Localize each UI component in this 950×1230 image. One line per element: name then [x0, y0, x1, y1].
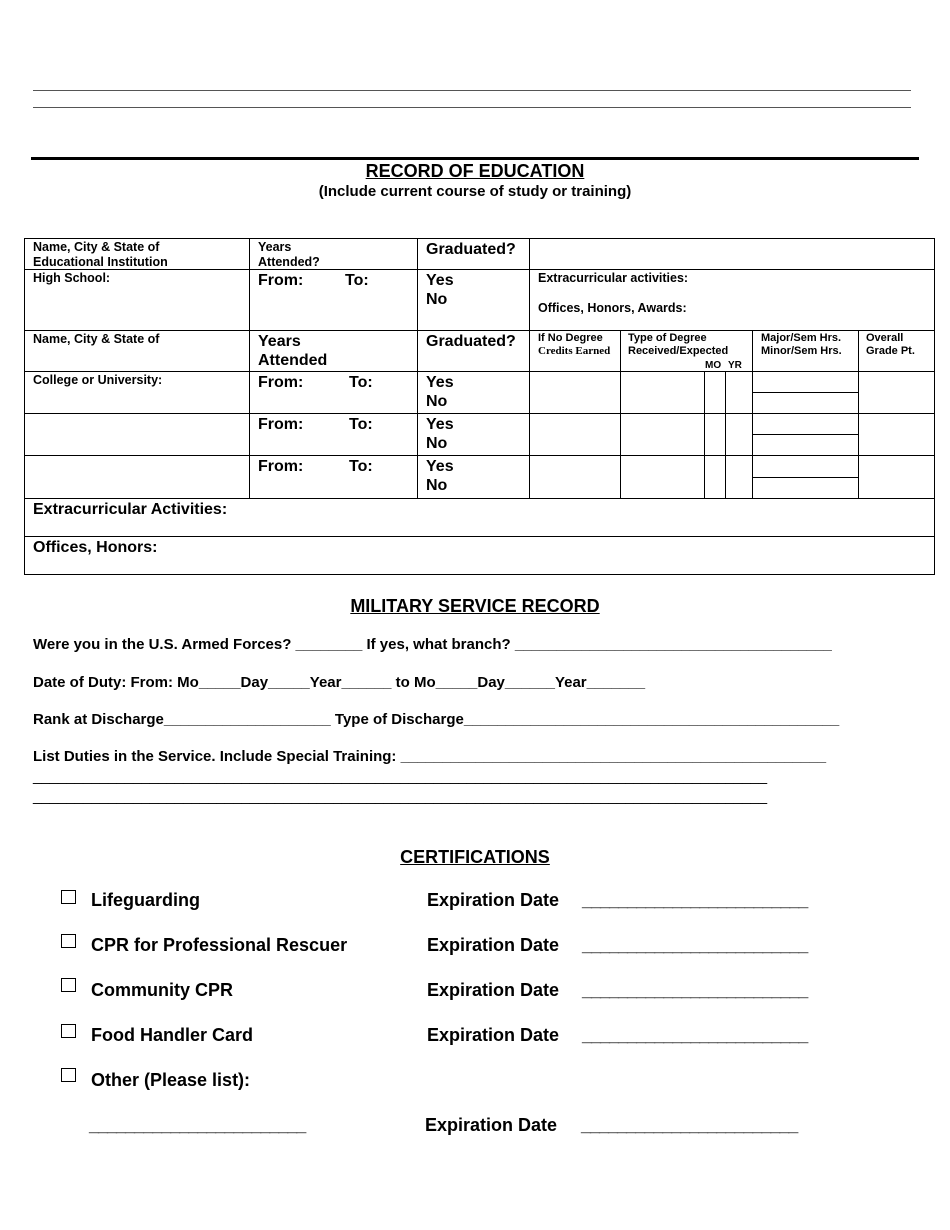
hs-yes[interactable]: Yes	[426, 272, 454, 289]
certifications-title: CERTIFICATIONS	[400, 847, 550, 867]
college-row-3-to[interactable]: To:	[349, 458, 373, 475]
military-duties-blank-2[interactable]: ________________________________________________________________________________________	[33, 788, 768, 805]
college-name-header: Name, City & State of	[33, 332, 160, 346]
college-row-1-from[interactable]: From:	[258, 374, 304, 391]
college-row-1-no[interactable]: No	[426, 393, 448, 410]
other-exp-blank[interactable]: ________________________	[581, 1115, 798, 1135]
hs-offices: Offices, Honors, Awards:	[538, 301, 687, 315]
top-blank-line-2[interactable]	[33, 107, 911, 108]
education-table	[24, 238, 935, 575]
college-row-2-to[interactable]: To:	[349, 416, 373, 433]
food-handler-checkbox[interactable]	[61, 1024, 76, 1038]
major-header-1: Major/Sem Hrs.	[761, 332, 842, 344]
cpr-professional-exp-blank[interactable]: _________________________	[582, 935, 808, 955]
lifeguarding-exp-label: Expiration Date	[427, 890, 560, 910]
college-row-1-yes[interactable]: Yes	[426, 374, 454, 391]
military-title: MILITARY SERVICE RECORD	[350, 596, 600, 616]
college-row-2-from[interactable]: From:	[258, 416, 304, 433]
hs-extracurricular: Extracurricular activities:	[538, 271, 689, 285]
hs-no[interactable]: No	[426, 291, 448, 308]
yr-header: YR	[728, 360, 742, 371]
military-duties-line[interactable]: List Duties in the Service. Include Special Training: ___________________________________________________	[33, 748, 827, 765]
top-blank-line-1[interactable]	[33, 90, 911, 91]
hs-from[interactable]: From:	[258, 272, 304, 289]
no-degree-header-1: If No Degree	[538, 332, 603, 344]
other-name-blank[interactable]: ________________________	[89, 1115, 306, 1135]
food-handler-exp-blank[interactable]: _________________________	[582, 1025, 808, 1045]
hs-graduated-header: Graduated?	[426, 241, 516, 258]
hs-to[interactable]: To:	[345, 272, 369, 289]
other-exp-label: Expiration Date	[425, 1115, 558, 1135]
food-handler-label: Food Handler Card	[91, 1025, 254, 1045]
hs-label: High School:	[33, 271, 111, 285]
overall-header-1: Overall	[866, 332, 904, 344]
college-years-header: Years Attended	[258, 333, 328, 369]
college-label: College or University:	[33, 373, 163, 387]
type-degree-header-2: Received/Expected	[628, 345, 729, 357]
education-subtitle: (Include current course of study or training)	[318, 183, 632, 200]
section-divider	[31, 157, 919, 160]
major-header-2: Minor/Sem Hrs.	[761, 345, 842, 357]
cpr-professional-checkbox[interactable]	[61, 934, 76, 948]
cpr-professional-exp-label: Expiration Date	[427, 935, 560, 955]
college-row-2-yes[interactable]: Yes	[426, 416, 454, 433]
lifeguarding-exp-blank[interactable]: _________________________	[582, 890, 808, 910]
other-checkbox[interactable]	[61, 1068, 76, 1082]
military-armed-forces-line[interactable]: Were you in the U.S. Armed Forces? ________ If yes, what branch? ______________________________________	[33, 636, 832, 653]
mo-header: MO	[705, 360, 722, 371]
college-row-2-no[interactable]: No	[426, 435, 448, 452]
overall-header-2: Grade Pt.	[866, 345, 915, 357]
community-cpr-checkbox[interactable]	[61, 978, 76, 992]
lifeguarding-checkbox[interactable]	[61, 890, 76, 904]
college-row-3-no[interactable]: No	[426, 477, 448, 494]
college-row-1-to[interactable]: To:	[349, 374, 373, 391]
military-date-of-duty-line[interactable]: Date of Duty: From: Mo_____Day_____Year______ to Mo_____Day______Year_______	[33, 674, 646, 691]
lifeguarding-label: Lifeguarding	[91, 890, 200, 910]
education-title: RECORD OF EDUCATION	[365, 161, 585, 181]
education-table-grid	[24, 238, 935, 575]
military-discharge-line[interactable]: Rank at Discharge____________________ Type of Discharge_____________________________________________	[33, 711, 840, 728]
college-row-3-from[interactable]: From:	[258, 458, 304, 475]
cpr-professional-label: CPR for Professional Rescuer	[91, 935, 348, 955]
type-degree-header-1: Type of Degree	[628, 332, 707, 344]
college-offices[interactable]: Offices, Honors:	[33, 539, 158, 556]
community-cpr-exp-label: Expiration Date	[427, 980, 560, 1000]
hs-years-header: Years Attended?	[258, 240, 320, 269]
food-handler-exp-label: Expiration Date	[427, 1025, 560, 1045]
community-cpr-exp-blank[interactable]: _________________________	[582, 980, 808, 1000]
college-graduated-header: Graduated?	[426, 333, 516, 350]
community-cpr-label: Community CPR	[91, 980, 234, 1000]
military-duties-blank-1[interactable]: ________________________________________________________________________________________	[33, 768, 768, 785]
college-extracurricular[interactable]: Extracurricular Activities:	[33, 501, 228, 518]
hs-name-header: Name, City & State of Educational Institution	[33, 240, 168, 269]
no-degree-header-2: Credits Earned	[538, 345, 611, 357]
other-label: Other (Please list):	[91, 1070, 251, 1090]
college-row-3-yes[interactable]: Yes	[426, 458, 454, 475]
